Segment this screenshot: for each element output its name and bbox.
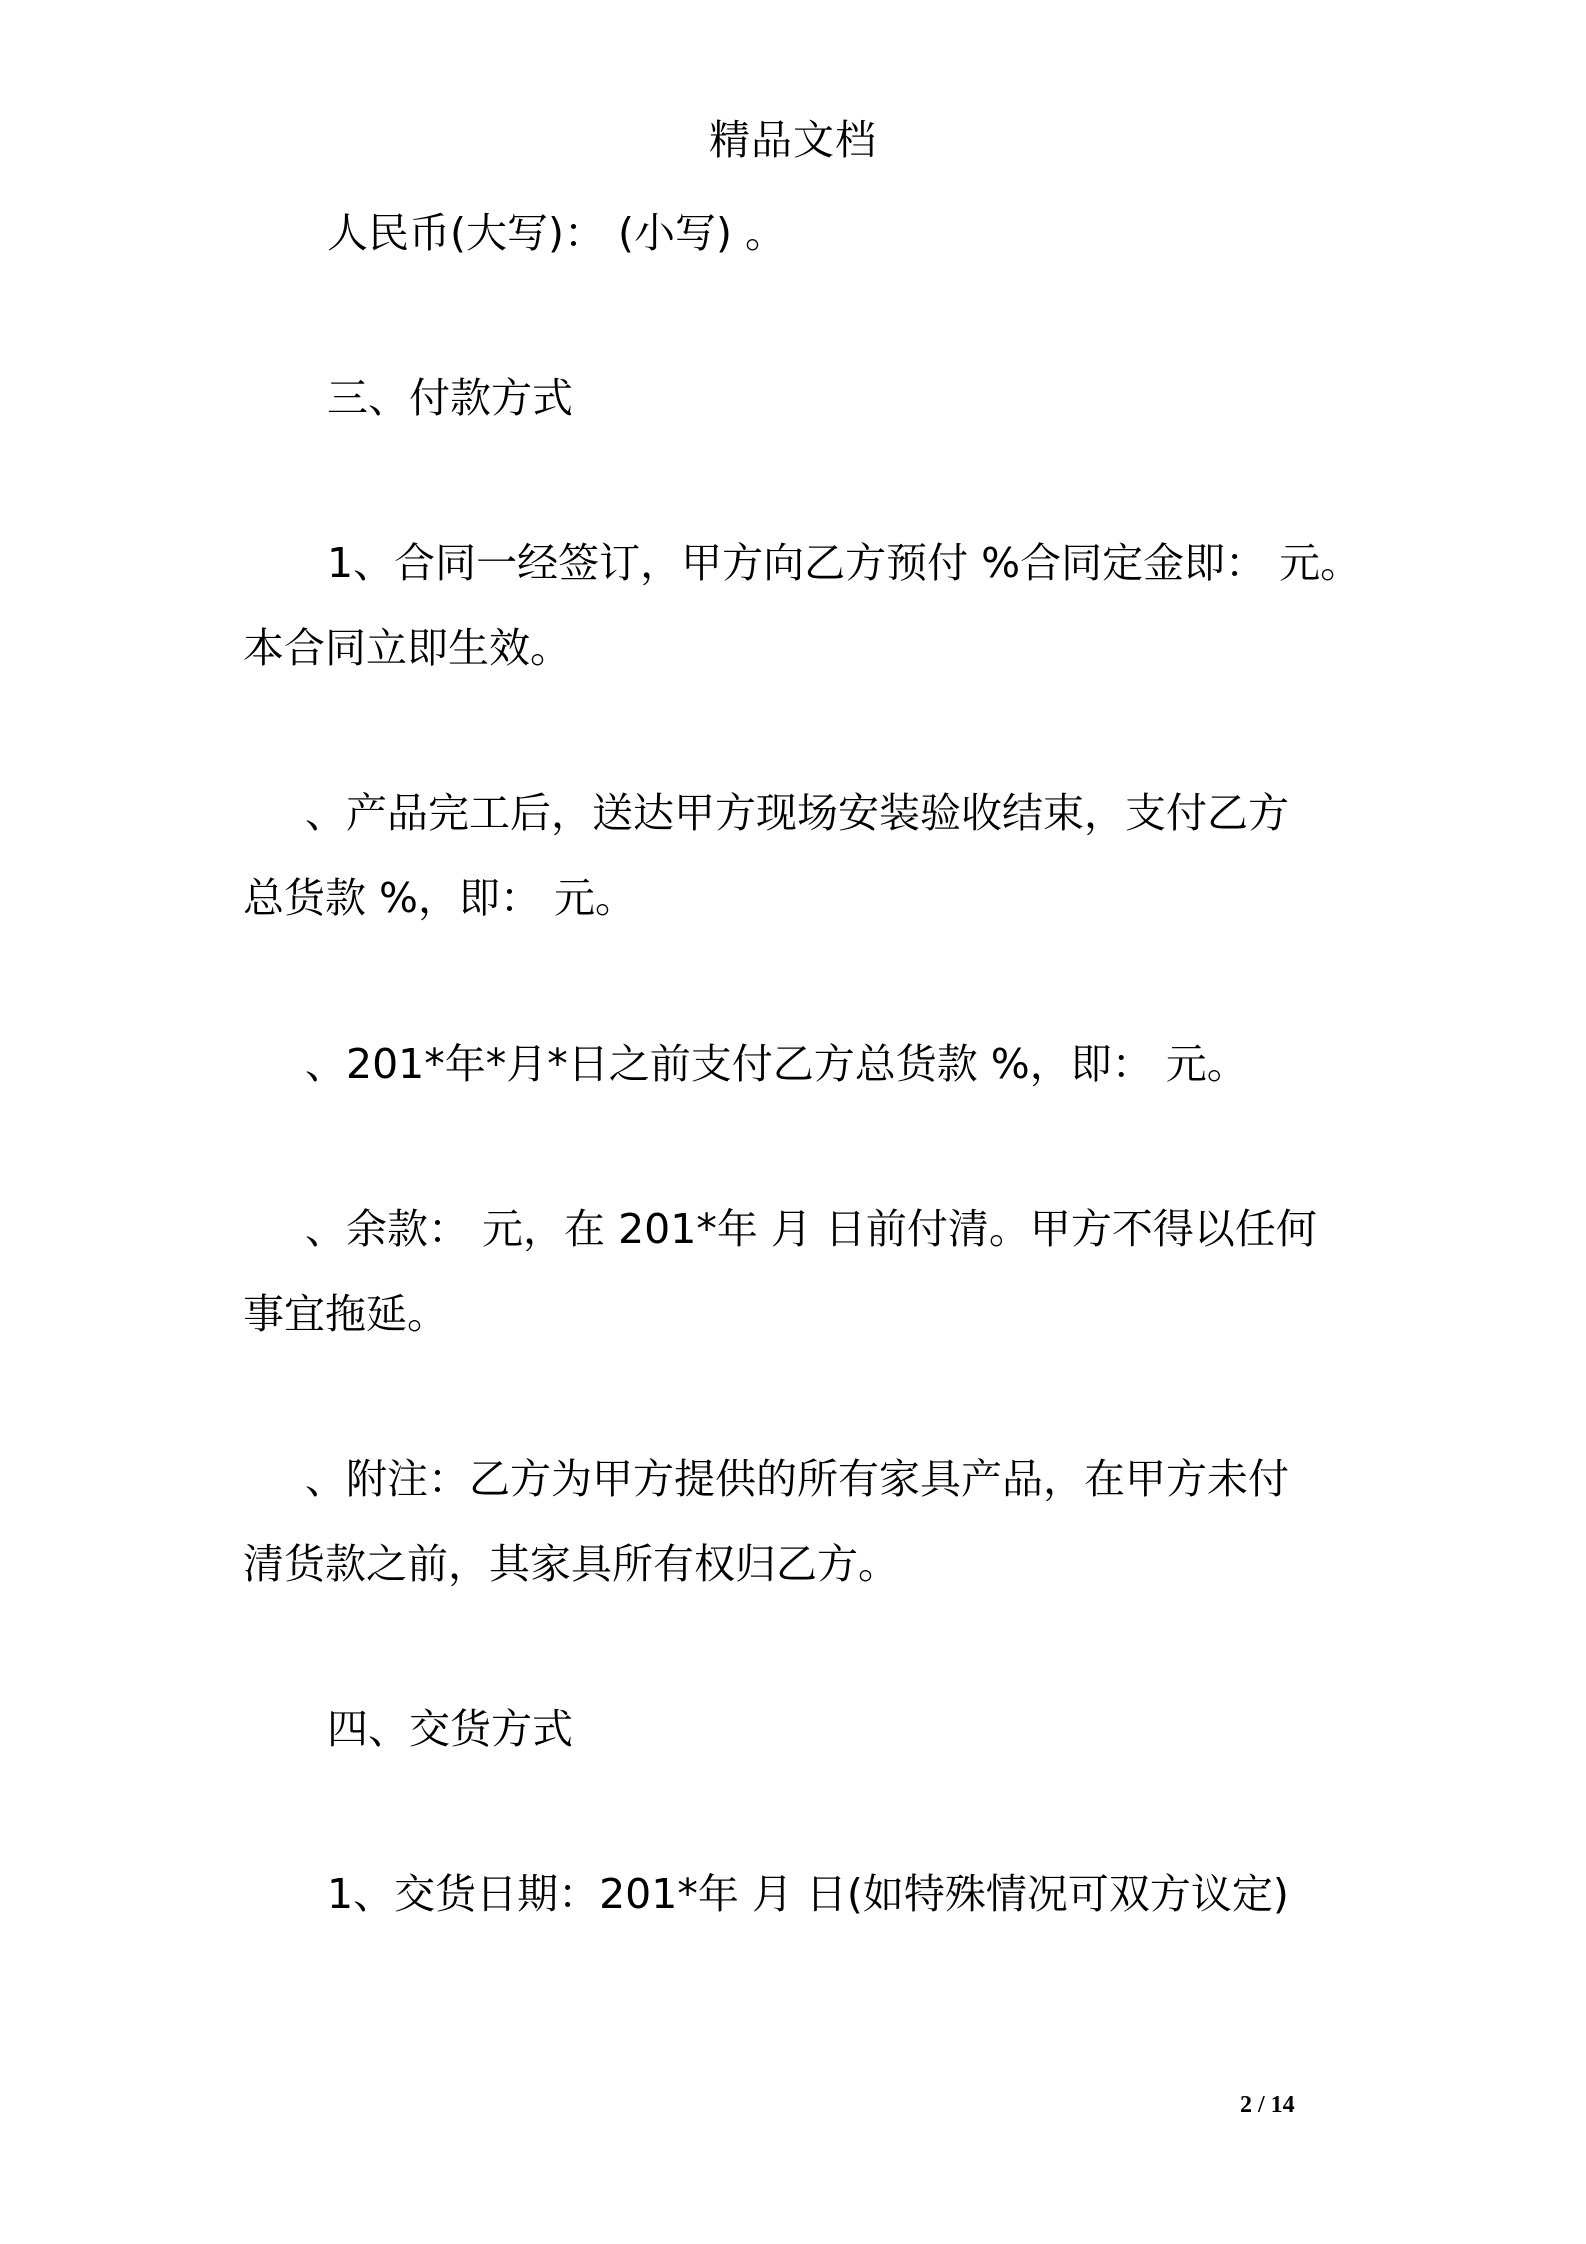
- payment-note-line-1: 、附注：乙方为甲方提供的所有家具产品，在甲方未付: [305, 1455, 1289, 1503]
- payment-item-1-line-2: 本合同立即生效。: [243, 624, 571, 672]
- delivery-date-line: 1、交货日期：201*年 月 日(如特殊情况可双方议定): [327, 1870, 1289, 1918]
- amount-line: 人民币(大写)： (小写) 。: [327, 209, 787, 257]
- section-heading-delivery: 四、交货方式: [327, 1705, 573, 1753]
- page-header: 精品文档: [709, 116, 877, 164]
- payment-note-line-2: 清货款之前，其家具所有权归乙方。: [243, 1540, 899, 1588]
- section-heading-payment: 三、付款方式: [327, 374, 573, 422]
- payment-item-2-line-1: 、产品完工后，送达甲方现场安装验收结束，支付乙方: [305, 789, 1289, 837]
- payment-item-1-line-1: 1、合同一经签订，甲方向乙方预付 %合同定金即： 元。: [327, 539, 1362, 587]
- payment-item-3-line-1: 、201*年*月*日之前支付乙方总货款 %，即： 元。: [305, 1040, 1248, 1088]
- page-number: 2 / 14: [1240, 2092, 1295, 2118]
- payment-item-4-line-2: 事宜拖延。: [243, 1290, 448, 1338]
- payment-item-4-line-1: 、余款： 元，在 201*年 月 日前付清。甲方不得以任何: [305, 1205, 1317, 1253]
- payment-item-2-line-2: 总货款 %，即： 元。: [243, 874, 637, 922]
